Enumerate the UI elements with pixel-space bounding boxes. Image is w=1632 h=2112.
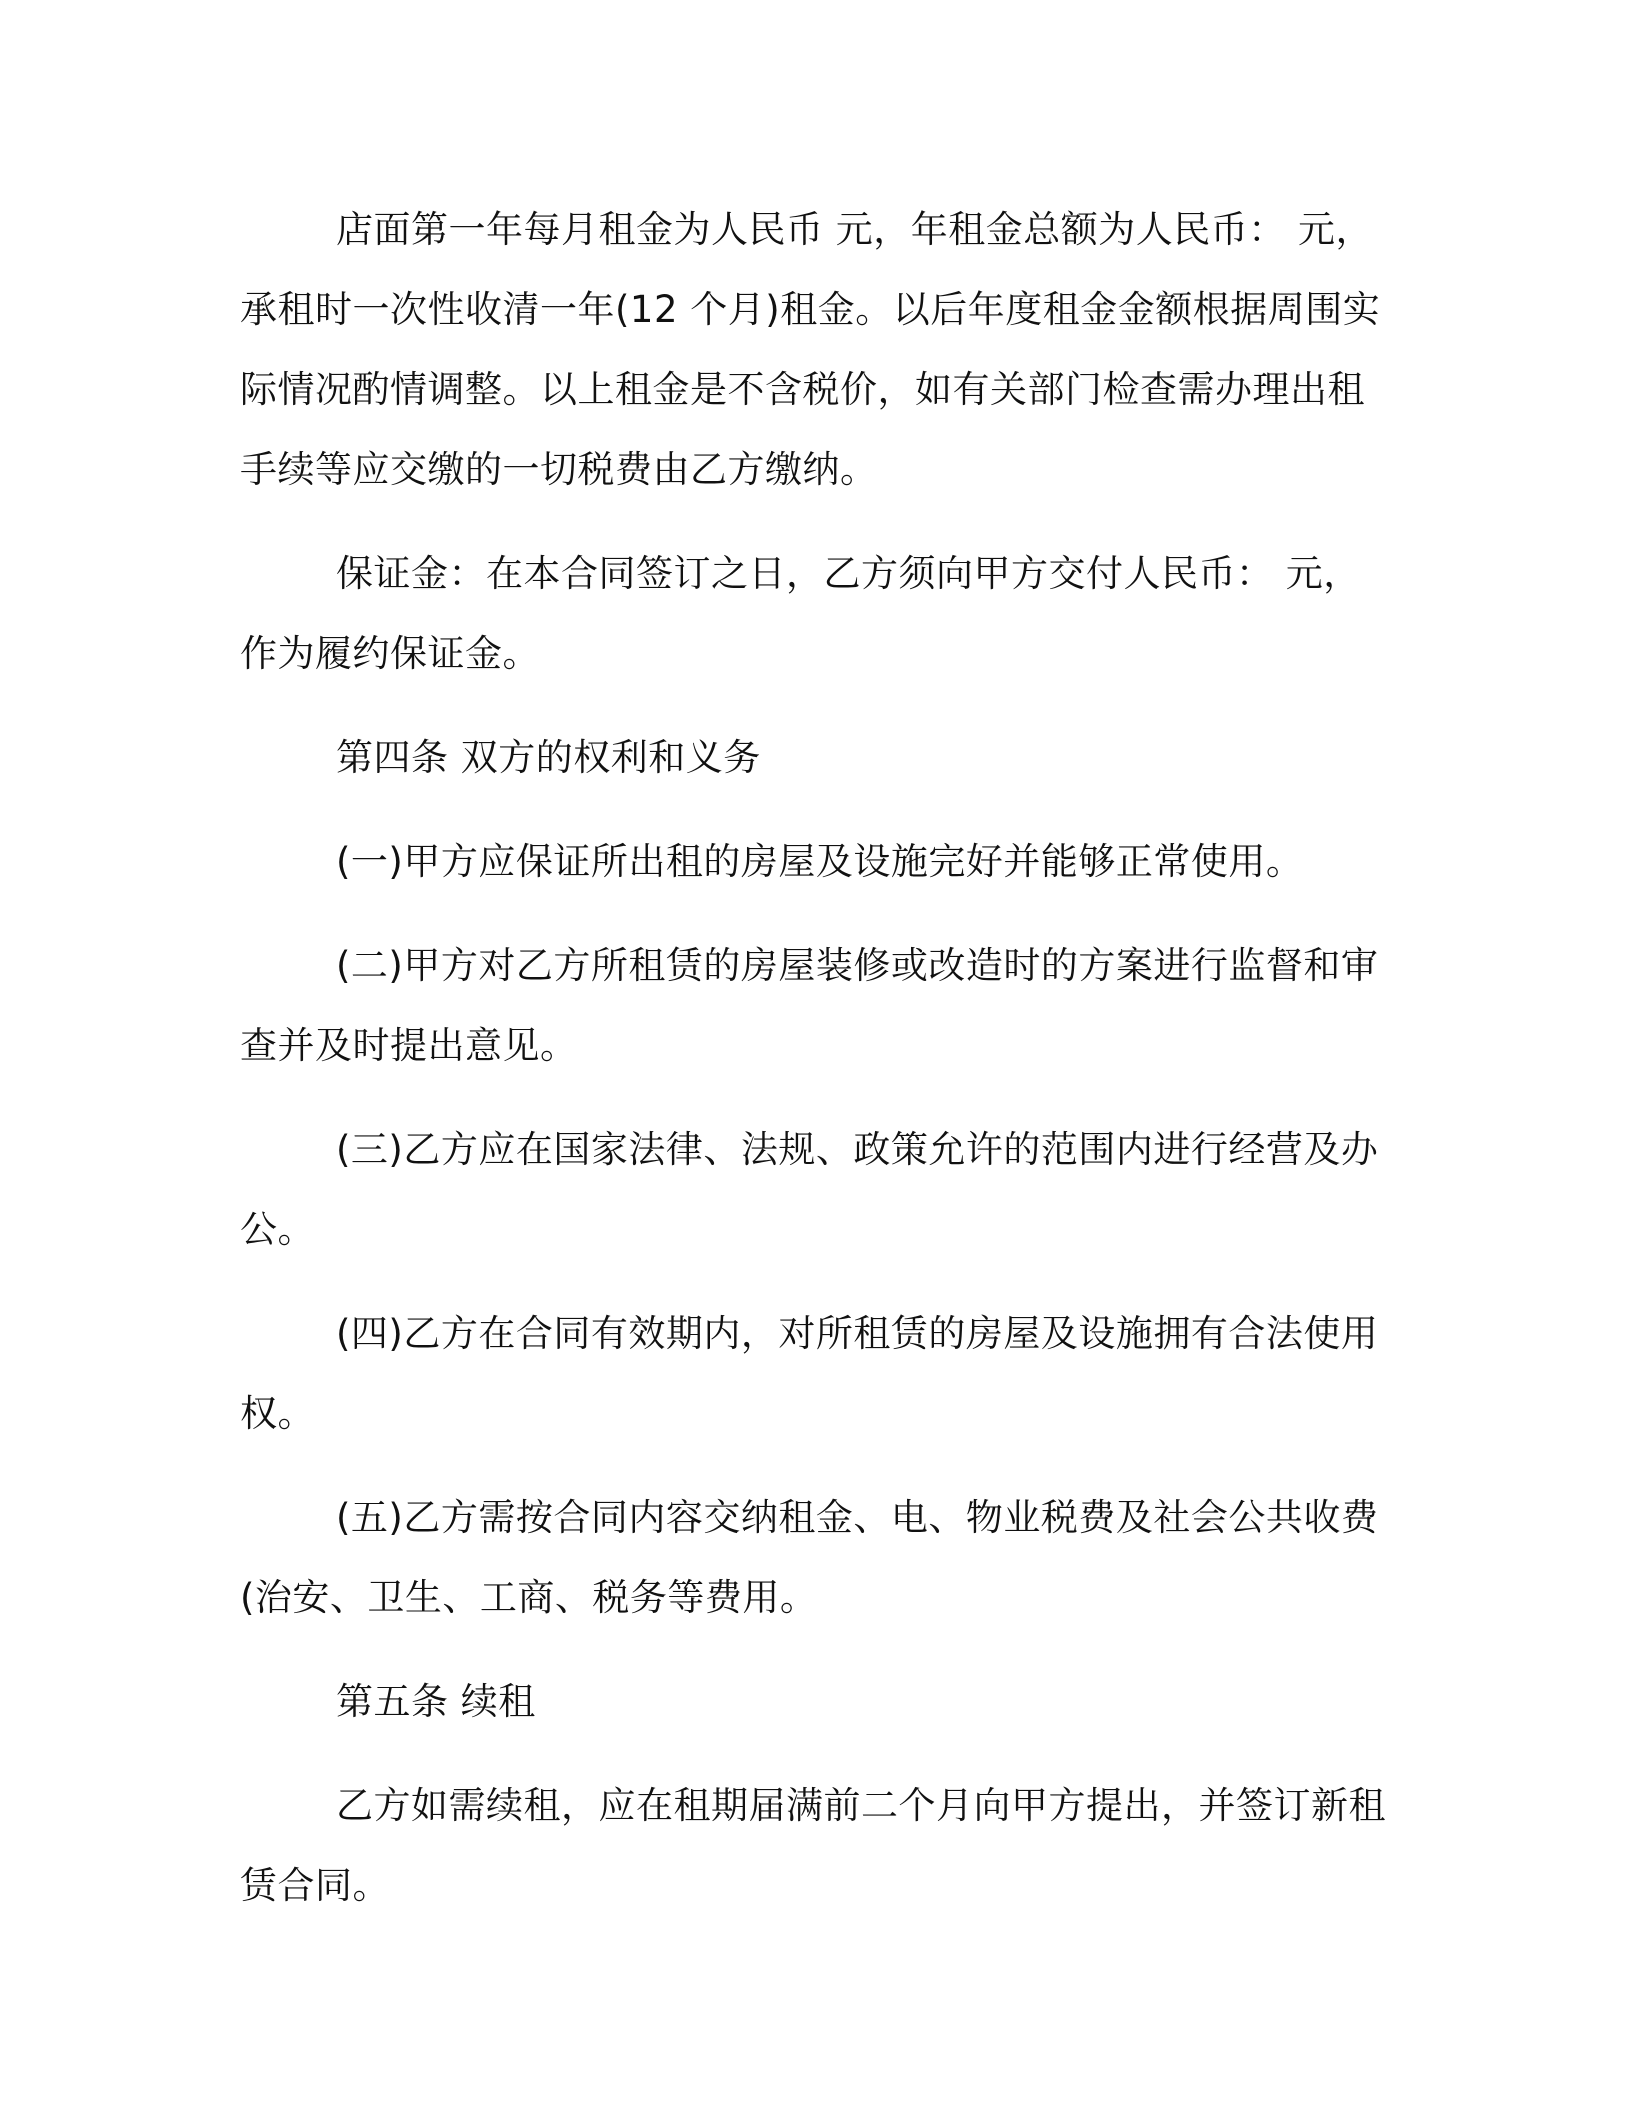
- document-page: [240, 190, 1390, 1950]
- clause-item: (四)乙方在合同有效期内，对所租赁的房屋及设施拥有合法使用权。: [240, 1312, 1379, 1435]
- clause-item: (五)乙方需按合同内容交纳租金、电、物业税费及社会公共收费(治安、卫生、工商、税务等费用。: [240, 1496, 1379, 1619]
- article-five-heading: 第五条 续租: [336, 1680, 536, 1723]
- renewal-paragraph: 乙方如需续租，应在租期届满前二个月向甲方提出，并签订新租赁合同。: [240, 1784, 1386, 1907]
- clause-item: (二)甲方对乙方所租赁的房屋装修或改造时的方案进行监督和审查并及时提出意见。: [240, 944, 1379, 1067]
- clause-item: (三)乙方应在国家法律、法规、政策允许的范围内进行经营及办公。: [240, 1128, 1379, 1251]
- article-four-heading: 第四条 双方的权利和义务: [336, 736, 761, 779]
- deposit-paragraph: 保证金：在本合同签订之日，乙方须向甲方交付人民币： 元，作为履约保证金。: [240, 552, 1361, 675]
- clause-item: (一)甲方应保证所出租的房屋及设施完好并能够正常使用。: [336, 840, 1304, 883]
- rent-paragraph: 店面第一年每月租金为人民币 元，年租金总额为人民币： 元，承租时一次性收清一年(12 个月)租金。以后年度租金金额根据周围实际情况酌情调整。以上租金是不含税价，如有关部门检查需办理出租手续等应交缴的一切税费由乙方缴纳。: [240, 208, 1381, 491]
